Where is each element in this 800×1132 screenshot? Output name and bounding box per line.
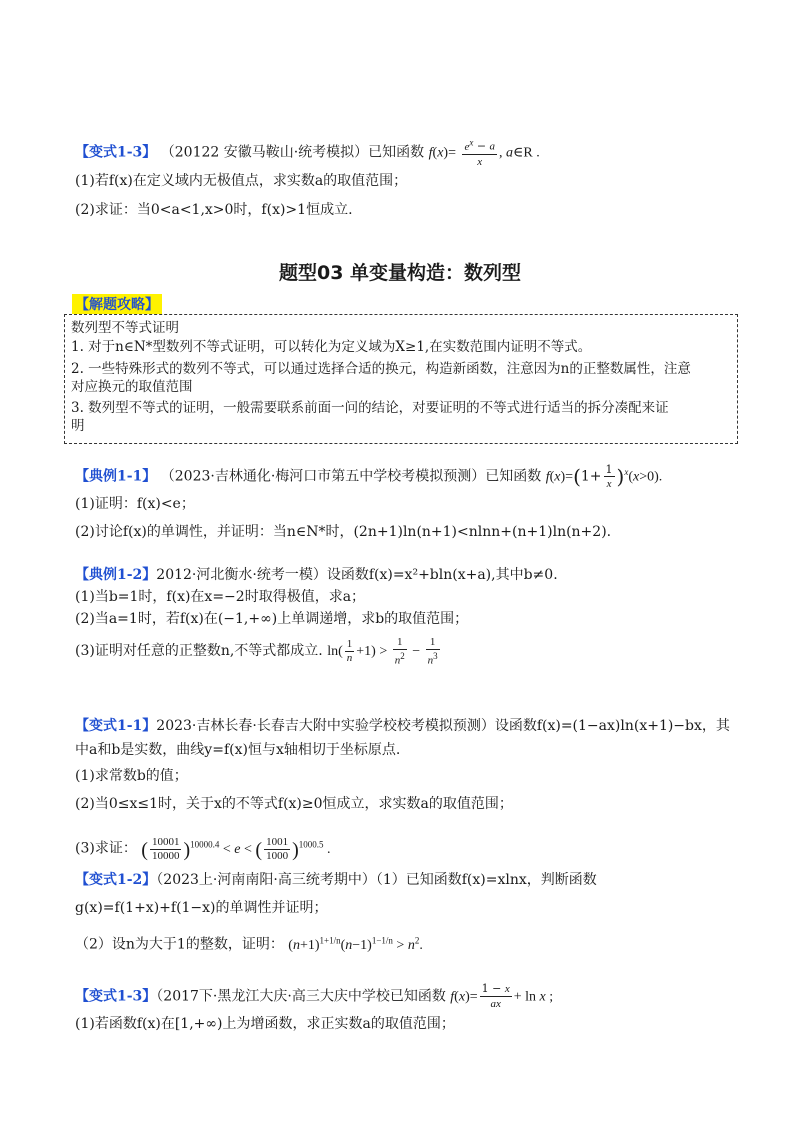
variant-1-2-q2	[75, 930, 423, 956]
strategy-line: 对应换元的取值范围	[71, 379, 193, 395]
variant-1-3b-intro: 【变式1-3】（2017下·黑龙江大庆·高三大庆中学校已知函数 f(x)= $\frac{1 - x}{ax}$ + ln x ;	[75, 982, 554, 1010]
variant-tag: 【变式1-3】	[75, 988, 157, 1005]
fraction: $\frac{e^x - a}{x}$	[464, 137, 496, 168]
variant-intro-text: （2017下·黑龙江大庆·高三大庆中学校已知函数	[156, 988, 446, 1005]
inequality-formula: $(n+1)^{1+1/n}(n-1)^{1-1/n} > n^2$.	[288, 935, 423, 953]
strategy-box	[64, 314, 738, 444]
variant-tag: 【变式1-2】	[75, 872, 157, 888]
inequality-formula: ( $\frac{10001}{10000}$ )$^{10000.4}$ < e < ( $\frac{1001}{1000}$ )$^{1000.5}$ .	[141, 835, 331, 862]
variant-top-q2: (2)求证：当0<a<1,x>0时，f(x)>1恒成立.	[75, 202, 353, 218]
example-intro-text: （2023·吉林通化·梅河口市第五中学校考模拟预测）已知函数	[160, 468, 542, 485]
example-tag: 【典例1-1】	[75, 468, 157, 485]
q3-text: (3)证明对任意的正整数n,不等式都成立.	[75, 643, 323, 660]
variant-intro-text: （2023上·河南南阳·高三统考期中）（1）已知函数f(x)=xlnx，判断函数	[156, 872, 597, 888]
variant-top-intro: 【变式1-3】 （20122 安徽马鞍山·统考模拟）已知函数 f(x)= $\frac{e^x - a}{x}$ , a∈R .	[75, 137, 540, 168]
fraction: $\frac{1 - x}{ax}$	[481, 982, 510, 1010]
strategy-line: 2. 一些特殊形式的数列不等式，可以通过选择合适的换元，构造新函数，注意因为n的正整数属性，注意	[71, 361, 691, 377]
variant-1-2-intro	[75, 870, 597, 890]
example-1-2-intro	[75, 565, 558, 585]
variant-1-1-intro	[75, 716, 730, 736]
example-intro-text: 2012·河北衡水·统考一模）设函数f(x)=x²+bln(x+a),其中b≠0.	[156, 567, 558, 583]
inequality-formula: ln( $\frac{1}{n}$ +1) > $\frac{1}{n^2}$ − $\frac{1}{n^3}$	[327, 636, 438, 667]
example-1-2-q2: (2)当a=1时，若f(x)在(−1,+∞)上单调递增，求b的取值范围；	[75, 611, 469, 627]
strategy-line: 3. 数列型不等式的证明，一般需要联系前面一问的结论，对要证明的不等式进行适当的拆分凑配来证	[71, 400, 669, 416]
variant-tag: 【变式1-1】	[75, 718, 157, 734]
variant-1-3b-q1: (1)若函数f(x)在[1,+∞)上为增函数，求正实数a的取值范围；	[75, 1016, 455, 1032]
example-1-2-q1: (1)当b=1时，f(x)在x=−2时取得极值，求a；	[75, 589, 366, 605]
variant-intro-text: 2023·吉林长春·长春吉大附中实验学校校考模拟预测）设函数f(x)=(1−ax)ln(x+1)−bx，其	[156, 718, 730, 734]
example-1-1-intro: 【典例1-1】 （2023·吉林通化·梅河口市第五中学校考模拟预测）已知函数 f(x)=(1+ $\frac{1}{x}$ )$^x$(x>0).	[75, 462, 663, 490]
example-1-2-q3	[75, 636, 442, 668]
variant-tag: 【变式1-3】	[75, 144, 157, 161]
strategy-label: 【解题攻略】	[72, 294, 162, 314]
example-1-1-q2: (2)讨论f(x)的单调性，并证明：当n∈N*时，(2n+1)ln(n+1)<nlnn+(n+1)ln(n+2).	[75, 524, 612, 540]
q2-text: （2）设n为大于1的整数，证明：	[75, 936, 284, 953]
variant-1-1-intro2: 中a和b是实数，曲线y=f(x)恒与x轴相切于坐标原点.	[75, 742, 401, 758]
variant-top-q1: (1)若f(x)在定义域内无极值点，求实数a的取值范围；	[75, 173, 408, 189]
strategy-line: 明	[71, 418, 85, 434]
section-title: 题型03 单变量构造：数列型	[278, 262, 522, 284]
variant-1-2-intro2: g(x)=f(1+x)+f(1−x)的单调性并证明；	[75, 900, 328, 916]
variant-intro-text: （20122 安徽马鞍山·统考模拟）已知函数	[160, 144, 425, 161]
strategy-line: 1. 对于n∈N*型数列不等式证明，可以转化为定义域为X≥1,在实数范围内证明不等式。	[71, 339, 592, 355]
strategy-line: 数列型不等式证明	[71, 320, 179, 336]
q3-text: (3)求证：	[75, 840, 137, 857]
variant-1-1-q2: (2)当0≤x≤1时，关于x的不等式f(x)≥0恒成立，求实数a的取值范围；	[75, 796, 513, 812]
variant-1-1-q1: (1)求常数b的值；	[75, 768, 188, 784]
variant-1-1-q3	[75, 834, 331, 863]
function-formula: f	[428, 145, 433, 161]
example-1-1-q1: (1)证明：f(x)<e；	[75, 496, 195, 512]
example-tag: 【典例1-2】	[75, 567, 157, 583]
